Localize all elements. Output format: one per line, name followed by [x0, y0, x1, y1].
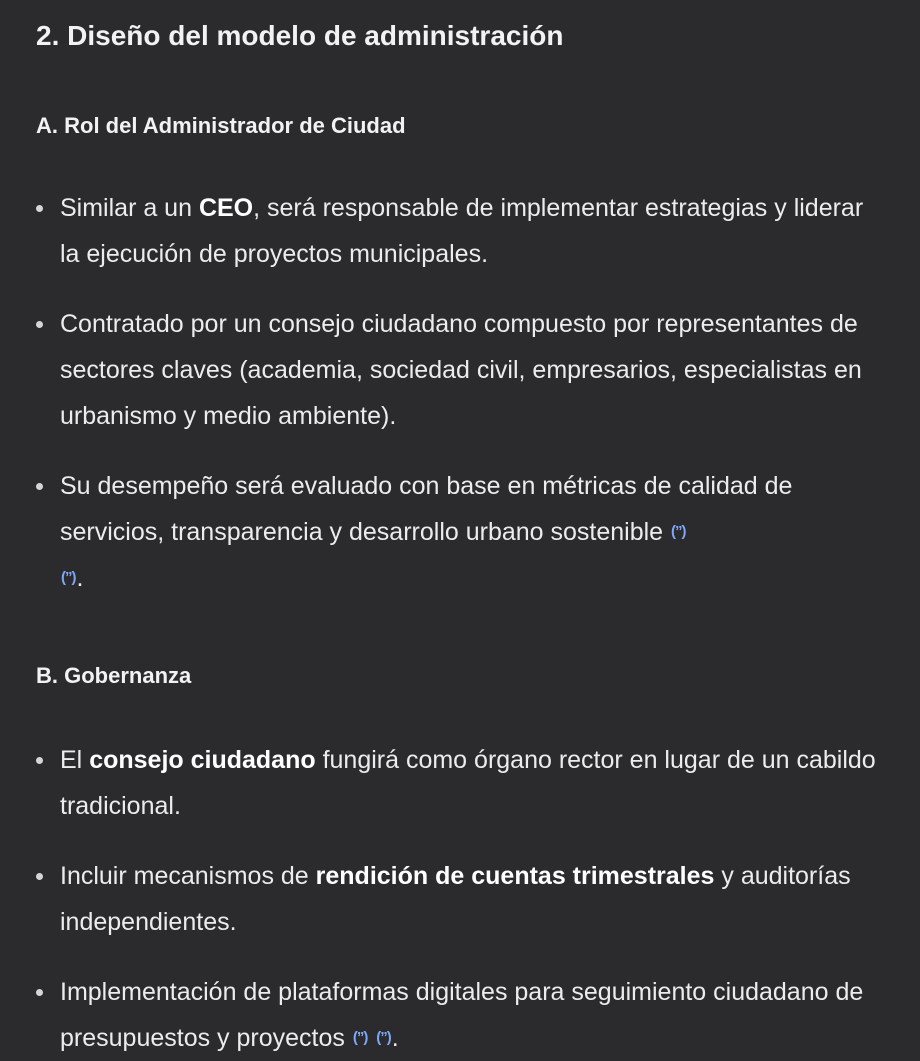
item-text: Implementación de plataformas digitales para seguimiento ciudadano de presupuestos y proyectos: [60, 978, 864, 1052]
list-item: [36, 301, 884, 439]
list-item: [36, 853, 884, 945]
item-text-pre: Similar a un: [60, 194, 199, 222]
item-text-bold: consejo ciudadano: [89, 746, 316, 774]
item-text-post: fungirá como órgano rector en lugar de un cabildo tradicional.: [60, 746, 876, 820]
citation-quote-icon[interactable]: (”): [376, 1029, 391, 1046]
list-item: [36, 185, 884, 277]
list-item: [36, 969, 884, 1061]
subsection-title-gobernanza: B. Gobernanza: [36, 663, 192, 688]
bullet-icon: [36, 873, 43, 880]
citation-quote-icon[interactable]: (”): [352, 1029, 368, 1046]
bullet-icon: [36, 757, 43, 764]
list-item: [36, 737, 884, 829]
item-text: Contratado por un consejo ciudadano compuesto por representantes de sectores claves (academia, sociedad civil, empresarios, especialistas en urbanismo y medio ambiente).: [60, 310, 862, 430]
item-text-pre: El: [60, 746, 90, 774]
citation-quote-icon[interactable]: (”): [61, 569, 76, 586]
bullet-icon: [36, 205, 43, 212]
bullet-icon: [36, 989, 43, 996]
item-text-pre: Incluir mecanismos de: [60, 862, 316, 890]
section-title: 2. Diseño del modelo de administración: [36, 20, 564, 51]
item-text-end: .: [76, 564, 84, 592]
bullet-icon: [36, 483, 43, 490]
item-text-post: y auditorías independientes.: [60, 862, 851, 936]
list-item: [36, 463, 884, 601]
item-text-bold: rendición de cuentas trimestrales: [315, 862, 715, 890]
subsection-title-rol: A. Rol del Administrador de Ciudad: [36, 113, 406, 138]
item-text: Su desempeño será evaluado con base en métricas de calidad de servicios, transparencia y desarrollo urbano sostenible: [60, 472, 793, 546]
item-text-end: .: [391, 1024, 399, 1052]
bullet-list-gobernanza: [36, 737, 884, 1061]
bullet-icon: [36, 321, 43, 328]
citation-quote-icon[interactable]: (”): [671, 523, 686, 540]
item-text-post: , será responsable de implementar estrategias y liderar la ejecución de proyectos municipales.: [60, 194, 864, 268]
bullet-list-rol: [36, 185, 884, 601]
item-text-bold: CEO: [198, 194, 254, 222]
